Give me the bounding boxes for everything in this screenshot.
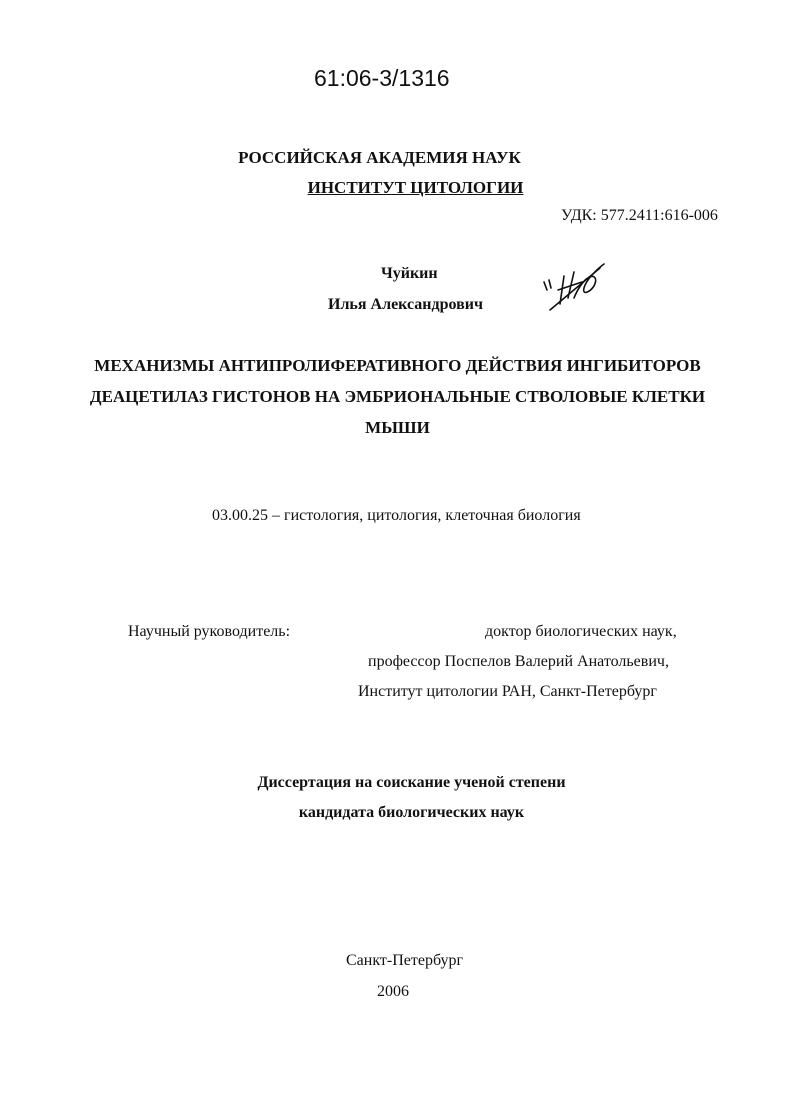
supervisor-name: профессор Поспелов Валерий Анатольевич,	[368, 653, 669, 670]
supervisor-affiliation: Институт цитологии РАН, Санкт-Петербург	[358, 683, 657, 700]
institute: ИНСТИТУТ ЦИТОЛОГИИ	[307, 178, 524, 197]
year: 2006	[377, 983, 409, 1000]
supervisor-degree: доктор биологических наук,	[485, 623, 677, 640]
degree-line: Диссертация на соискание ученой степени	[257, 774, 566, 791]
organization: РОССИЙСКАЯ АКАДЕМИЯ НАУК	[238, 148, 521, 167]
author-surname: Чуйкин	[381, 265, 438, 282]
title-line: ДЕАЦЕТИЛАЗ ГИСТОНОВ НА ЭМБРИОНАЛЬНЫЕ СТВОЛОВЫЕ КЛЕТКИ	[89, 387, 706, 406]
supervisor-label: Научный руководитель:	[128, 623, 291, 640]
title-line: МЕХАНИЗМЫ АНТИПРОЛИФЕРАТИВНОГО ДЕЙСТВИЯ ИНГИБИТОРОВ	[94, 356, 701, 375]
title-line: МЫШИ	[365, 418, 430, 437]
author-given-names: Илья Александрович	[328, 296, 483, 313]
udc-code: УДК: 577.2411:616-006	[561, 207, 718, 224]
specialty: 03.00.25 – гистология, цитология, клеточная биология	[212, 507, 581, 524]
archive-code: 61:06-3/1316	[314, 65, 450, 91]
city: Санкт-Петербург	[346, 952, 464, 969]
signature	[538, 258, 610, 312]
degree-line: кандидата биологических наук	[298, 804, 525, 821]
